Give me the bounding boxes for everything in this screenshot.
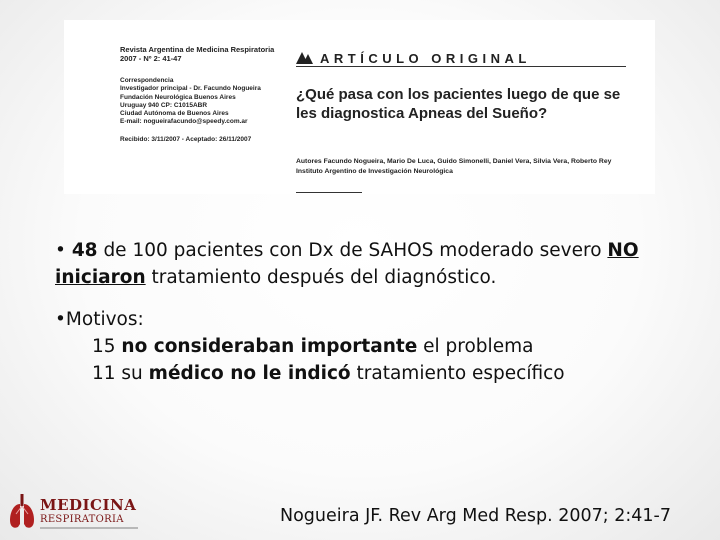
received-dates: Recibido: 3/11/2007 - Aceptado: 26/11/2007 xyxy=(120,136,252,143)
triangle-logo-icon xyxy=(296,52,314,64)
correspondence-line: Investigador principal - Dr. Facundo Nogueira xyxy=(120,85,261,93)
reason-text: tratamiento específico xyxy=(350,363,565,384)
medicina-respiratoria-logo xyxy=(8,492,148,534)
article-header-image xyxy=(64,20,655,194)
article-type-header xyxy=(296,50,626,67)
correspondence-line: Uruguay 940 CP: C1015ABR xyxy=(120,101,208,109)
lungs-icon xyxy=(8,494,36,530)
reason-item xyxy=(55,333,695,360)
journal-name: Revista Argentina de Medicina Respiratoria xyxy=(120,45,275,54)
reason-text: el problema xyxy=(417,336,534,357)
article-meta xyxy=(120,46,280,144)
brand-underline xyxy=(40,527,138,529)
correspondence-line: Fundación Neurológica Buenos Aires xyxy=(120,93,236,101)
reason-count: 15 xyxy=(92,336,122,357)
correspondence-line: E-mail: nogueirafacundo@speedy.com.ar xyxy=(120,117,248,125)
institute-line: Instituto Argentino de Investigación Neurológica xyxy=(296,167,453,175)
bullet-text: tratamiento después del diagnóstico. xyxy=(145,267,497,288)
bullet-mark: • xyxy=(55,240,66,261)
article-type-label: ARTÍCULO ORIGINAL xyxy=(320,51,531,66)
correspondence-line: Ciudad Autónoma de Buenos Aires xyxy=(120,109,229,117)
emphasis-no: NO xyxy=(607,240,639,261)
correspondence-title: Correspondencia xyxy=(120,77,174,85)
authors-line: Autores Facundo Nogueira, Mario De Luca, Guido Simonelli, Daniel Vera, Silvia Vera, Roberto Rey xyxy=(296,158,612,165)
citation: Nogueira JF. Rev Arg Med Resp. 2007; 2:41-7 xyxy=(280,506,672,526)
bullet-text: de 100 pacientes con Dx de SAHOS moderado severo xyxy=(97,240,608,261)
reason-emphasis: no consideraban importante xyxy=(121,336,418,357)
bullet-point-results xyxy=(55,237,695,291)
brand-line1: MEDICINA xyxy=(40,496,137,514)
bullet-point-reasons xyxy=(55,306,695,387)
paper-title: ¿Qué pasa con los pacientes luego de que se les diagnostica Apneas del Sueño? xyxy=(296,86,621,122)
reason-item xyxy=(55,360,695,387)
journal-volume: 2007 - Nº 2: 41-47 xyxy=(120,53,182,63)
brand-line2: RESPIRATORIA xyxy=(40,514,124,525)
paper-authors xyxy=(296,157,636,176)
bullet-number: 48 xyxy=(71,240,98,261)
divider xyxy=(296,192,362,193)
reasons-heading: •Motivos: xyxy=(55,309,144,330)
emphasis-iniciaron: iniciaron xyxy=(55,267,146,288)
reason-count: 11 su xyxy=(92,363,149,384)
reason-emphasis: médico no le indicó xyxy=(148,363,351,384)
